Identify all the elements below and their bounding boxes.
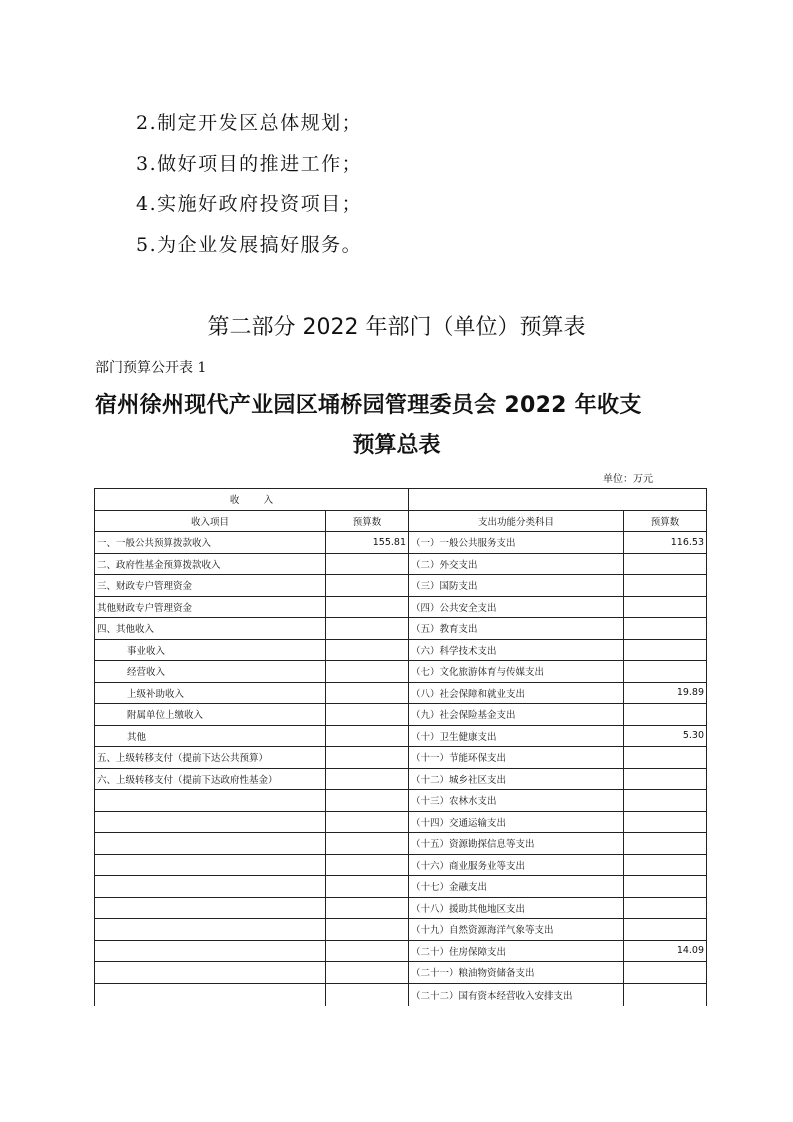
table-row	[95, 532, 707, 554]
expense-amount-cell: 19.89	[624, 682, 707, 704]
expense-amount-cell: 14.09	[624, 940, 707, 962]
income-amount-cell	[326, 704, 409, 726]
expense-item-column-header: 支出功能分类科目	[409, 510, 624, 532]
expense-item-cell: （十六）商业服务业等支出	[409, 854, 624, 876]
expense-amount-cell	[624, 596, 707, 618]
expense-item-cell: （十八）援助其他地区支出	[409, 897, 624, 919]
expense-amount-cell	[624, 661, 707, 683]
expense-item-cell: （十二）城乡社区支出	[409, 768, 624, 790]
expense-amount-cell	[624, 639, 707, 661]
expense-amount-column-header: 预算数	[624, 510, 707, 532]
expense-item-cell: （八）社会保障和就业支出	[409, 682, 624, 704]
table-row	[95, 962, 707, 984]
expense-amount-cell	[624, 833, 707, 855]
expense-amount-cell	[624, 983, 707, 1006]
table-row	[95, 575, 707, 597]
table-row	[95, 940, 707, 962]
expense-amount-cell	[624, 897, 707, 919]
table-row	[95, 682, 707, 704]
expense-item-cell: （十七）金融支出	[409, 876, 624, 898]
expense-item-cell: （十四）交通运输支出	[409, 811, 624, 833]
expense-item-cell: （四）公共安全支出	[409, 596, 624, 618]
income-amount-cell	[326, 983, 409, 1006]
income-item-cell: 附属单位上缴收入	[95, 704, 326, 726]
expense-amount-cell: 116.53	[624, 532, 707, 554]
expense-item-cell: （二）外交支出	[409, 553, 624, 575]
income-item-cell	[95, 983, 326, 1006]
income-amount-cell	[326, 661, 409, 683]
expense-item-cell: （十五）资源勘探信息等支出	[409, 833, 624, 855]
table-row	[95, 854, 707, 876]
income-group-header: 收 入	[95, 489, 409, 511]
expense-amount-cell	[624, 618, 707, 640]
table-row	[95, 811, 707, 833]
income-amount-column-header: 预算数	[326, 510, 409, 532]
income-amount-cell	[326, 897, 409, 919]
table-row	[95, 704, 707, 726]
expense-item-cell: （二十一）粮油物资储备支出	[409, 962, 624, 984]
income-item-cell: 六、上级转移支付（提前下达政府性基金）	[95, 768, 326, 790]
plan-item-4: 4.实施好政府投资项目；	[136, 193, 363, 215]
income-item-column-header: 收入项目	[95, 510, 326, 532]
table-row	[95, 876, 707, 898]
income-item-cell	[95, 811, 326, 833]
income-amount-cell	[326, 618, 409, 640]
expense-item-cell: （七）文化旅游体育与传媒支出	[409, 661, 624, 683]
table-number: 部门预算公开表 1	[95, 360, 207, 376]
income-item-cell: 其他	[95, 725, 326, 747]
plan-item-2: 2.制定开发区总体规划；	[136, 112, 363, 134]
income-amount-cell	[326, 833, 409, 855]
income-item-cell: 五、上级转移支付（提前下达公共预算）	[95, 747, 326, 769]
expense-item-cell: （三）国防支出	[409, 575, 624, 597]
expense-item-cell: （二十二）国有资本经营收入安排支出	[409, 983, 624, 1006]
expense-amount-cell	[624, 747, 707, 769]
income-item-cell: 二、政府性基金预算拨款收入	[95, 553, 326, 575]
unit-label: 单位：万元	[603, 474, 653, 485]
expense-item-cell: （十）卫生健康支出	[409, 725, 624, 747]
table-row	[95, 768, 707, 790]
expense-amount-cell	[624, 575, 707, 597]
income-amount-cell	[326, 596, 409, 618]
income-item-cell	[95, 919, 326, 941]
income-item-cell: 上级补助收入	[95, 682, 326, 704]
expense-item-cell: （二十）住房保障支出	[409, 940, 624, 962]
income-amount-cell	[326, 725, 409, 747]
table-group-header-row	[95, 489, 707, 511]
income-amount-cell	[326, 790, 409, 812]
plan-item-3: 3.做好项目的推进工作；	[136, 153, 363, 175]
expense-item-cell: （一）一般公共服务支出	[409, 532, 624, 554]
income-item-cell	[95, 940, 326, 962]
expense-amount-cell	[624, 811, 707, 833]
income-item-cell: 其他财政专户管理资金	[95, 596, 326, 618]
budget-summary-table	[94, 488, 707, 1006]
budget-table-subtitle: 预算总表	[352, 433, 441, 458]
expense-item-cell: （十一）节能环保支出	[409, 747, 624, 769]
expense-amount-cell	[624, 704, 707, 726]
income-item-cell	[95, 790, 326, 812]
income-item-cell	[95, 876, 326, 898]
expense-item-cell: （十三）农林水支出	[409, 790, 624, 812]
expense-group-header	[409, 489, 707, 511]
income-item-cell: 四、其他收入	[95, 618, 326, 640]
table-row	[95, 639, 707, 661]
table-row	[95, 747, 707, 769]
plan-item-5: 5.为企业发展搞好服务。	[136, 234, 363, 256]
budget-table-title: 宿州徐州现代产业园区埇桥园管理委员会 2022 年收支	[95, 393, 642, 418]
income-item-cell	[95, 854, 326, 876]
table-row	[95, 725, 707, 747]
income-amount-cell	[326, 876, 409, 898]
expense-amount-cell	[624, 553, 707, 575]
income-amount-cell	[326, 575, 409, 597]
expense-amount-cell	[624, 768, 707, 790]
table-row	[95, 983, 707, 1006]
expense-amount-cell	[624, 876, 707, 898]
income-amount-cell	[326, 962, 409, 984]
income-amount-cell	[326, 919, 409, 941]
income-amount-cell	[326, 682, 409, 704]
table-row	[95, 790, 707, 812]
table-row	[95, 661, 707, 683]
expense-amount-cell	[624, 790, 707, 812]
income-amount-cell	[326, 940, 409, 962]
table-row	[95, 618, 707, 640]
table-row	[95, 919, 707, 941]
expense-item-cell: （十九）自然资源海洋气象等支出	[409, 919, 624, 941]
table-column-header-row	[95, 510, 707, 532]
expense-amount-cell	[624, 962, 707, 984]
income-amount-cell	[326, 854, 409, 876]
table-row	[95, 833, 707, 855]
income-amount-cell	[326, 747, 409, 769]
table-row	[95, 596, 707, 618]
income-item-cell	[95, 833, 326, 855]
income-item-cell	[95, 962, 326, 984]
expense-amount-cell	[624, 854, 707, 876]
income-item-cell: 三、财政专户管理资金	[95, 575, 326, 597]
income-amount-cell	[326, 768, 409, 790]
part-title: 第二部分 2022 年部门（单位）预算表	[207, 315, 586, 340]
expense-item-cell: （九）社会保险基金支出	[409, 704, 624, 726]
income-amount-cell	[326, 639, 409, 661]
table-row	[95, 553, 707, 575]
table-row	[95, 897, 707, 919]
income-amount-cell: 155.81	[326, 532, 409, 554]
income-item-cell: 经营收入	[95, 661, 326, 683]
expense-amount-cell: 5.30	[624, 725, 707, 747]
income-amount-cell	[326, 811, 409, 833]
income-item-cell: 一、一般公共预算拨款收入	[95, 532, 326, 554]
expense-item-cell: （六）科学技术支出	[409, 639, 624, 661]
income-amount-cell	[326, 553, 409, 575]
expense-amount-cell	[624, 919, 707, 941]
expense-item-cell: （五）教育支出	[409, 618, 624, 640]
income-item-cell	[95, 897, 326, 919]
income-item-cell: 事业收入	[95, 639, 326, 661]
